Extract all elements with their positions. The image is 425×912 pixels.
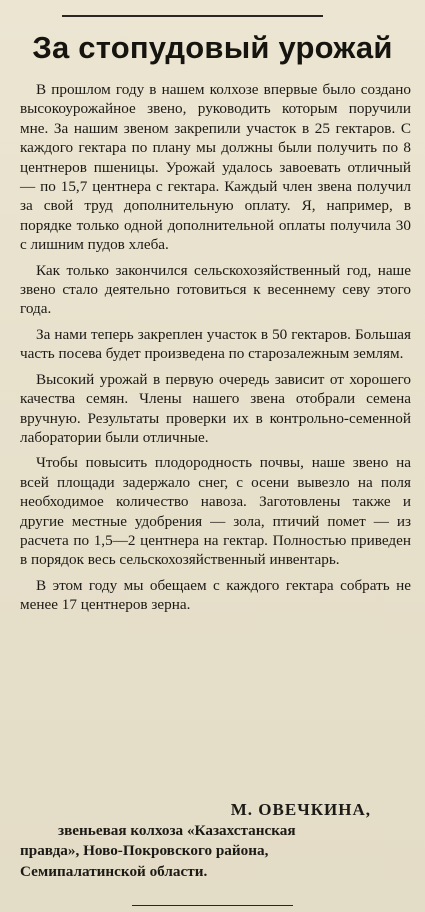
top-divider [62, 15, 323, 17]
author-role-line-2: правда», Ново-Покровского района, [20, 842, 269, 859]
bottom-divider [132, 905, 293, 906]
paragraph-4: Высокий урожай в первую очередь зависит от хорошего качества семян. Члены нашего звена отобрали семена вручную. Результаты проверки их в контрольно-семенной лаборатории были отличные. [20, 370, 411, 446]
paragraph-6: В этом году мы обещаем с каждого гектара собрать не менее 17 центнеров зерна. [20, 576, 411, 614]
author-role-line-1: звеньевая колхоза «Казахстанская [58, 821, 296, 839]
author-role [20, 821, 411, 883]
article-body [20, 80, 411, 621]
signature-block [20, 800, 411, 882]
paragraph-3: За нами теперь закреплен участок в 50 гектаров. Большая часть посева будет произведена по старозалежным землям. [20, 325, 411, 363]
author-role-line-3: Семипалатинской области. [20, 862, 208, 880]
author-name: М. ОВЕЧКИНА, [230, 800, 371, 819]
paragraph-5: Чтобы повысить плодородность почвы, наше звено на всей площади задержало снег, с осени вывезло на поля необходимое количество навоза. Заготовлены также и другие местные удобрения — зола, птичий помет — из расчета по 1,5—2 центнера на гектар. Полностью приведен в порядок весь сельскохозяйственный инвентарь. [20, 454, 411, 569]
paragraph-2: Как только закончился сельскохозяйственный год, наше звено стало деятельно готовиться к весеннему севу этого года. [20, 261, 411, 318]
paragraph-1: В прошлом году в нашем колхозе впервые было создано высокоурожайное звено, руководить которым поручили мне. За нашим звеном закрепили участок в 25 гектаров. С каждого гектара по плану мы должны были получить по 8 центнеров пшеницы. Урожай удалось завоевать отличный — по 15,7 центнера с гектара. Каждый член звена получил за свой труд дополнительную оплату. Я, например, в порядке только одной дополнительной оплаты получила 30 с лишним пудов хлеба. [20, 81, 411, 254]
article-title: За стопудовый урожай [32, 30, 393, 65]
